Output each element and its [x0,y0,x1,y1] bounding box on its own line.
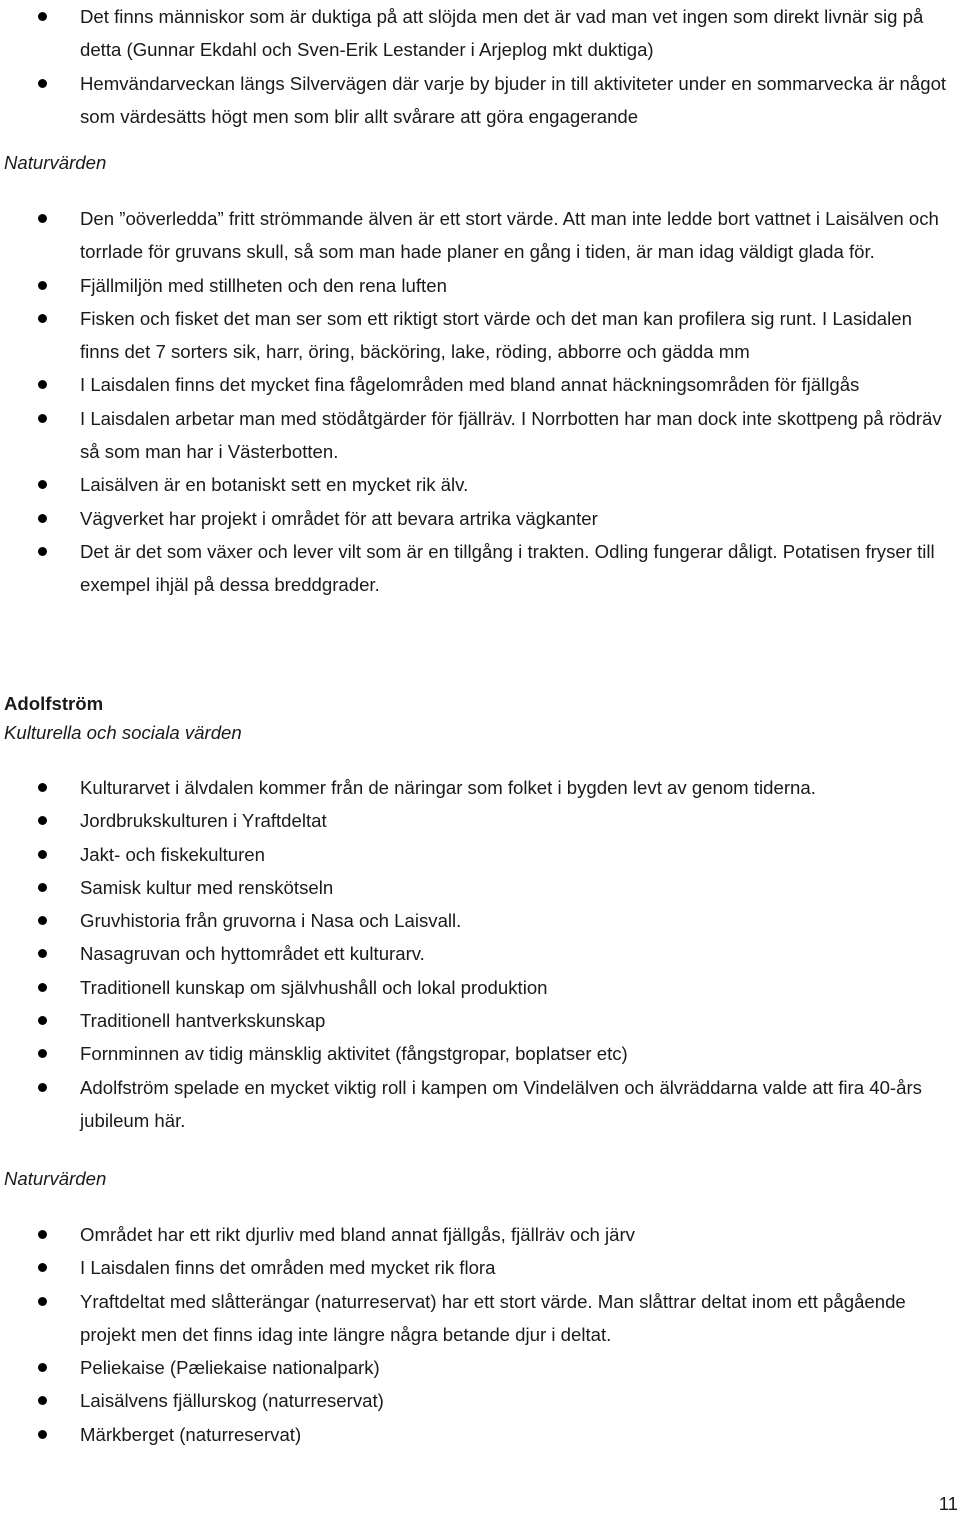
bullet-list-kulturella [0,771,960,1137]
list-item [0,1251,960,1284]
bullet-icon [38,983,47,992]
bullet-icon [38,79,47,88]
bullet-icon [38,783,47,792]
list-item-text: Jordbrukskulturen i Yraftdeltat [80,810,327,832]
list-item [0,971,960,1004]
list-item [0,904,960,937]
list-item [0,67,960,134]
bullet-icon [38,1263,47,1272]
list-item [0,368,960,401]
list-item [0,871,960,904]
bullet-icon [38,816,47,825]
list-item-text: I Laisdalen arbetar man med stödåtgärder för fjällräv. I Norrbotten har man dock inte skottpeng på rödräv så som man har i Västerbotten. [80,407,942,463]
list-item [0,1351,960,1384]
bullet-icon [38,480,47,489]
page-number: 11 [938,1493,958,1514]
list-item-text: Adolfström spelade en mycket viktig roll i kampen om Vindelälven och älvräddarna valde att fira 40-års jubileum här. [80,1076,922,1131]
bullet-icon [38,380,47,389]
list-item [0,535,960,602]
bullet-icon [38,850,47,859]
list-item [0,1037,960,1070]
list-item [0,838,960,871]
list-item [0,1218,960,1251]
list-item-text: Fornminnen av tidig mänsklig aktivitet (fångstgropar, boplatser etc) [80,1043,628,1065]
bullet-list-naturvarden [0,1218,960,1451]
list-item-text: Laisälvens fjällurskog (naturreservat) [80,1390,384,1412]
list-item-text: Nasagruvan och hyttområdet ett kulturarv. [80,943,425,965]
bullet-icon [38,1083,47,1092]
bullet-icon [38,281,47,290]
list-item-text: Vägverket har projekt i området för att bevara artrika vägkanter [80,507,598,529]
list-item-text: Det finns människor som är duktiga på att slöjda men det är vad man vet ingen som direkt livnär sig på detta (Gunnar Ekdahl och Sven-Erik Lestander i Arjeplog mkt duktiga) [80,6,924,61]
list-item-text: Jakt- och fiskekulturen [80,843,265,865]
list-item-text: I Laisdalen finns det mycket fina fågelområden med bland annat häckningsområden för fjällgås [80,374,860,396]
bullet-list-naturvarden [0,202,960,602]
list-item-text: Laisälven är en botaniskt sett en mycket rik älv. [80,474,469,496]
subsection-heading-kulturella: Kulturella och sociala värden [4,722,242,743]
section-heading-naturvarden: Naturvärden [4,1168,107,1189]
list-item-text: Fjällmiljön med stillheten och den rena luften [80,274,447,296]
bullet-icon [38,1297,47,1306]
bullet-icon [38,949,47,958]
list-item [0,202,960,269]
bullet-icon [38,547,47,556]
list-item-text: Märkberget (naturreservat) [80,1423,302,1445]
bullet-icon [38,414,47,423]
list-item [0,804,960,837]
list-item [0,1384,960,1417]
bullet-icon [38,214,47,223]
list-item-text: Samisk kultur med renskötseln [80,876,334,898]
bullet-icon [38,1430,47,1439]
list-item-text: Det är det som växer och lever vilt som är en tillgång i trakten. Odling fungerar dåligt. Potatisen fryser till exempel ihjäl på dessa breddgrader. [80,540,935,596]
list-item [0,771,960,804]
bullet-icon [38,916,47,925]
list-item-text: Peliekaise (Pæliekaise nationalpark) [80,1357,380,1379]
list-item-text: I Laisdalen finns det områden med mycket rik flora [80,1257,496,1279]
list-item [0,269,960,302]
list-item-text: Området har ett rikt djurliv med bland annat fjällgås, fjällräv och järv [80,1224,635,1245]
list-item [0,937,960,970]
list-item-text: Den ”oöverledda” fritt strömmande älven är ett stort värde. Att man inte ledde bort vattnet i Laisälven och torrlade för gruvans skull, så som man hade planer en gång i tiden, är man idag väldigt glada för. [80,208,939,263]
list-item [0,402,960,469]
bullet-icon [38,1049,47,1058]
bullet-icon [38,1396,47,1405]
list-item [0,0,960,67]
list-item [0,1285,960,1352]
list-item-text: Yraftdeltat med slåtterängar (naturreservat) har ett stort värde. Man slåttrar deltat inom ett pågående projekt men det finns idag inte längre några betande djur i deltat. [80,1290,906,1345]
list-item [0,302,960,369]
list-item-text: Hemvändarveckan längs Silvervägen där varje by bjuder in till aktiviteter under en sommarvecka är något som värdesätts högt men som blir allt svårare att göra engagerande [80,72,947,127]
bullet-icon [38,1230,47,1239]
bullet-icon [38,12,47,21]
list-item-text: Gruvhistoria från gruvorna i Nasa och Laisvall. [80,910,462,932]
bullet-icon [38,314,47,323]
section-heading-naturvarden: Naturvärden [4,152,107,173]
bullet-icon [38,1016,47,1025]
list-item-text: Kulturarvet i älvdalen kommer från de näringar som folket i bygden levt av genom tiderna. [80,777,816,798]
list-item-text: Traditionell hantverkskunskap [80,1010,326,1032]
section-heading-adolfstrom: Adolfström [4,693,104,714]
bullet-icon [38,1363,47,1372]
list-item [0,1071,960,1138]
list-item-text: Traditionell kunskap om självhushåll och lokal produktion [80,976,548,998]
bullet-list-intro [0,0,960,133]
list-item [0,1418,960,1451]
bullet-icon [38,883,47,892]
list-item [0,468,960,501]
list-item [0,1004,960,1037]
list-item [0,502,960,535]
list-item-text: Fisken och fisket det man ser som ett riktigt stort värde och det man kan profilera sig runt. I Lasidalen finns det 7 sorters sik, harr, öring, bäcköring, lake, röding, abborre och gädda mm [80,307,912,363]
bullet-icon [38,514,47,523]
